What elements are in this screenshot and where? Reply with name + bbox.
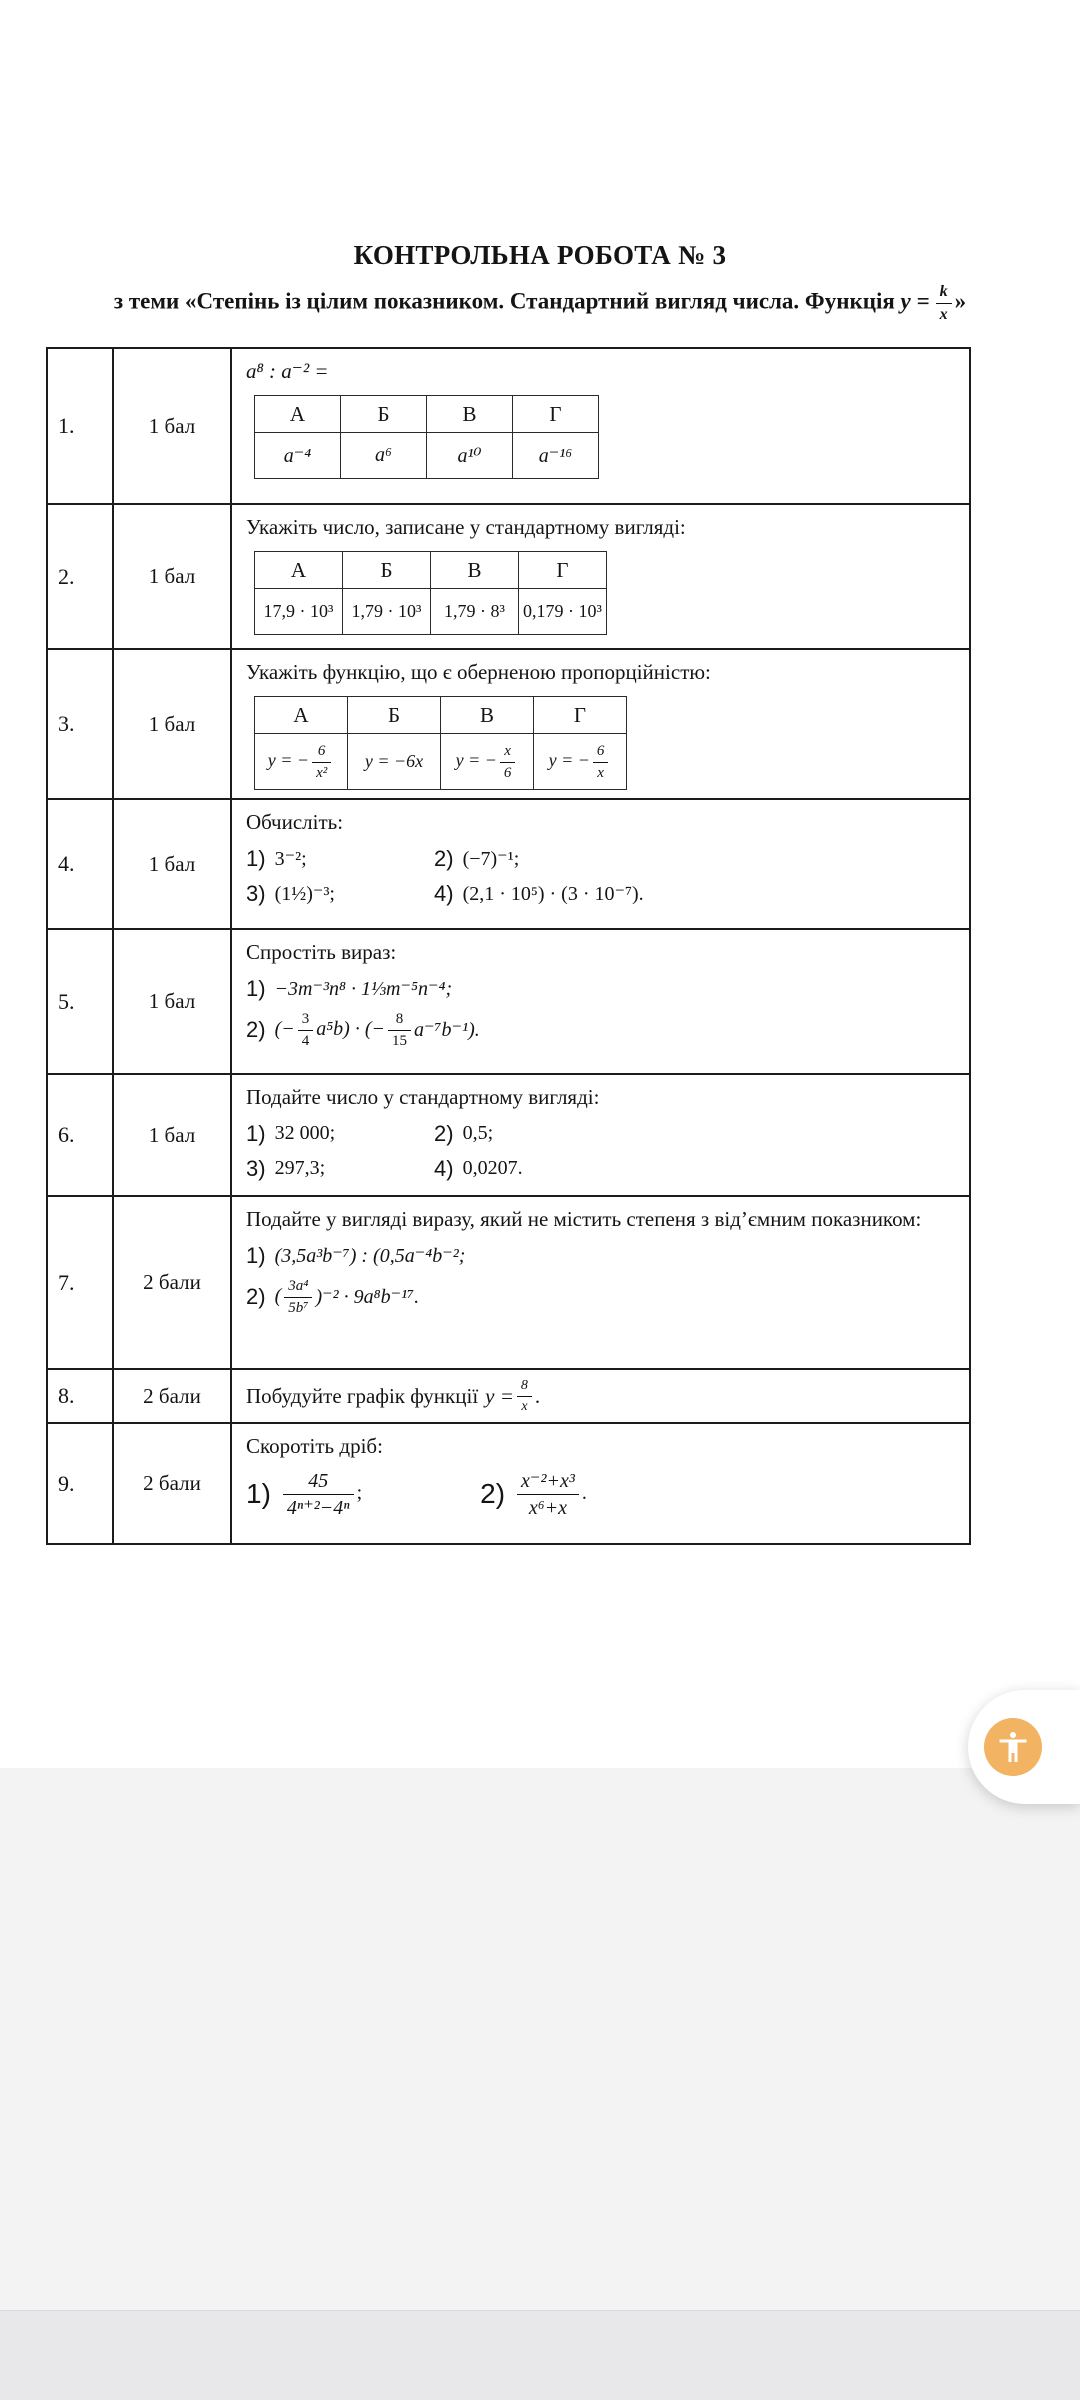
items-line <box>246 976 956 1002</box>
fraction: $\frac{x}{6}$ <box>500 743 516 781</box>
question-number: 2. <box>47 504 113 649</box>
question-number: 5. <box>47 929 113 1074</box>
question-prompt: Подайте число у стандартному вигляді: <box>246 1085 600 1110</box>
question-number: 3. <box>47 649 113 799</box>
question-row-7 <box>47 1196 970 1369</box>
math-expression: −3m⁻³n⁸ · 1⅓m⁻⁵n⁻⁴; <box>274 978 453 1001</box>
items-line <box>246 846 956 872</box>
options-value-row <box>255 734 627 790</box>
option-value: y = −6x <box>348 734 441 790</box>
question-points: 1 бал <box>113 799 231 929</box>
option-letter: Г <box>513 396 599 433</box>
question-content <box>231 1369 970 1423</box>
question-number: 4. <box>47 799 113 929</box>
items-line <box>246 1011 956 1049</box>
options-header-row <box>255 552 607 589</box>
option-value: y = − $\frac{x}{6}$ <box>441 734 534 790</box>
task-item: 2) $\frac{\text{x⁻²+x³}}{\text{x⁶+x}}$ . <box>480 1469 587 1519</box>
option-value: a¹⁰ <box>427 433 513 479</box>
options-table <box>254 395 599 479</box>
question-content <box>231 1423 970 1544</box>
options-value-row <box>255 589 607 635</box>
math-expression: 0,0207. <box>462 1157 523 1180</box>
doc-subtitle <box>0 283 1080 323</box>
accessibility-widget <box>968 1690 1080 1804</box>
task-item: 2) ( $\frac{\text{3a⁴}}{\text{5b⁷}}$ )⁻² · 9a⁸b⁻¹⁷. <box>246 1277 420 1316</box>
items-line <box>246 1243 956 1269</box>
option-letter: Г <box>519 552 607 589</box>
bottom-bar <box>0 2310 1080 2400</box>
task-item: 1) −3m⁻³n⁸ · 1⅓m⁻⁵n⁻⁴; <box>246 975 453 1001</box>
options-value-row <box>255 433 599 479</box>
option-value: y = − $\frac{6}{\text{x²}}$ <box>255 734 348 790</box>
math-expression: (1½)⁻³; <box>274 883 335 906</box>
items-line <box>246 1121 956 1147</box>
question-row-4 <box>47 799 970 929</box>
question-row-2 <box>47 504 970 649</box>
question-points: 2 бали <box>113 1369 231 1423</box>
task-item: Побудуйте графік функції y = $\frac{8}{x}$ . <box>246 1378 541 1415</box>
question-prompt: Побудуйте графік функції <box>246 1383 479 1408</box>
question-number: 1. <box>47 348 113 504</box>
task-item: 3) (1½)⁻³; <box>246 880 335 906</box>
question-points: 1 бал <box>113 348 231 504</box>
question-content <box>231 1074 970 1196</box>
math-expression: y = <box>485 1383 514 1408</box>
option-letter: А <box>255 396 341 433</box>
math-expression: 297,3; <box>274 1157 326 1180</box>
option-letter: А <box>255 697 348 734</box>
task-item: 2) 0,5; <box>434 1120 494 1146</box>
question-row-5 <box>47 929 970 1074</box>
task-item: 1) $\frac{45}{\text{4ⁿ⁺²−4ⁿ}}$ ; <box>246 1469 363 1519</box>
question-points: 1 бал <box>113 1074 231 1196</box>
doc-title: КОНТРОЛЬНА РОБОТА № 3 <box>353 240 727 270</box>
fraction: $\frac{6}{\text{x²}}$ <box>312 743 331 781</box>
fraction: $\frac{6}{x}$ <box>593 743 609 781</box>
option-value: y = − $\frac{6}{x}$ <box>534 734 627 790</box>
fraction: $\frac{45}{\text{4ⁿ⁺²−4ⁿ}}$ <box>283 1470 354 1518</box>
fraction: $\frac{8}{15}$ <box>388 1011 411 1049</box>
question-row-3 <box>47 649 970 799</box>
option-value: 0,179 · 10³ <box>519 589 607 635</box>
lower-background-area <box>0 1768 1080 2310</box>
questions-table <box>46 347 971 1545</box>
subtitle-close-quote: » <box>954 288 967 314</box>
math-expression: (−7)⁻¹; <box>462 848 520 871</box>
question-number: 8. <box>47 1369 113 1423</box>
option-letter: Б <box>343 552 431 589</box>
options-header-row <box>255 396 599 433</box>
option-value: 17,9 · 10³ <box>255 589 343 635</box>
items-line <box>246 1278 956 1316</box>
option-letter: А <box>255 552 343 589</box>
question-row-8 <box>47 1369 970 1423</box>
option-value: a⁻¹⁶ <box>513 433 599 479</box>
option-value: a⁶ <box>341 433 427 479</box>
task-item: 2) (−7)⁻¹; <box>434 845 520 871</box>
option-letter: Г <box>534 697 627 734</box>
items-line <box>246 1470 956 1518</box>
accessibility-button[interactable] <box>984 1718 1042 1776</box>
task-item: 1) 32 000; <box>246 1120 336 1146</box>
question-prompt: Обчисліть: <box>246 810 344 835</box>
question-points: 2 бали <box>113 1423 231 1544</box>
math-expression: 32 000; <box>274 1122 336 1145</box>
math-expression: 0,5; <box>462 1122 494 1145</box>
question-row-1 <box>47 348 970 504</box>
question-points: 2 бали <box>113 1196 231 1369</box>
question-prompt: Спростіть вираз: <box>246 940 397 965</box>
question-content <box>231 348 970 504</box>
question-prompt: Укажіть число, записане у стандартному вигляді: <box>246 515 686 539</box>
option-letter: В <box>441 697 534 734</box>
question-number: 9. <box>47 1423 113 1544</box>
task-item: 4) (2,1 · 10⁵) · (3 · 10⁻⁷). <box>434 880 644 906</box>
fraction: $\frac{\text{3a⁴}}{\text{5b⁷}}$ <box>284 1278 312 1316</box>
math-expression: (2,1 · 10⁵) · (3 · 10⁻⁷). <box>462 883 644 906</box>
question-row-6 <box>47 1074 970 1196</box>
options-table <box>254 551 607 635</box>
fraction: $\frac{8}{x}$ <box>517 1378 532 1414</box>
options-header-row <box>255 697 627 734</box>
question-points: 1 бал <box>113 929 231 1074</box>
option-letter: В <box>431 552 519 589</box>
task-item: 1) 3⁻²; <box>246 845 307 871</box>
task-item: 1) (3,5a³b⁻⁷) : (0,5a⁻⁴b⁻²; <box>246 1242 466 1268</box>
doc-subtitle-text: з теми «Степінь із цілим показником. Стандартний вигляд числа. Функція <box>113 288 895 314</box>
option-letter: В <box>427 396 513 433</box>
question-content <box>231 1196 970 1369</box>
subtitle-function-eq: y = <box>900 288 930 314</box>
question-points: 1 бал <box>113 649 231 799</box>
question-content <box>231 649 970 799</box>
question-content <box>231 929 970 1074</box>
subtitle-fraction: $\frac{k}{x}$ <box>936 283 952 323</box>
question-content <box>231 799 970 929</box>
question-prompt: a⁸ : a⁻² = <box>246 359 329 383</box>
items-line <box>246 1156 956 1182</box>
question-number: 6. <box>47 1074 113 1196</box>
task-item: 2) (− $\frac{3}{4}$ a⁵b) · (− $\frac{8}{15}$ a⁻⁷b⁻¹). <box>246 1010 480 1049</box>
question-prompt: Подайте у вигляді виразу, який не містить степеня з від’ємним показником: <box>246 1207 922 1232</box>
option-value: a⁻⁴ <box>255 433 341 479</box>
question-content <box>231 504 970 649</box>
question-prompt: Скоротіть дріб: <box>246 1434 383 1459</box>
items-line <box>246 881 956 907</box>
math-expression: (3,5a³b⁻⁷) : (0,5a⁻⁴b⁻²; <box>274 1245 466 1268</box>
accessibility-icon <box>995 1729 1031 1765</box>
option-value: 1,79 · 10³ <box>343 589 431 635</box>
option-letter: Б <box>348 697 441 734</box>
question-prompt: Укажіть функцію, що є оберненою пропорційністю: <box>246 660 711 684</box>
options-table <box>254 696 627 790</box>
question-row-9 <box>47 1423 970 1544</box>
fraction: $\frac{3}{4}$ <box>298 1011 314 1049</box>
option-letter: Б <box>341 396 427 433</box>
task-item: 3) 297,3; <box>246 1155 326 1181</box>
question-points: 1 бал <box>113 504 231 649</box>
question-number: 7. <box>47 1196 113 1369</box>
fraction: $\frac{\text{x⁻²+x³}}{\text{x⁶+x}}$ <box>517 1470 579 1518</box>
option-value: 1,79 · 8³ <box>431 589 519 635</box>
task-item: 4) 0,0207. <box>434 1155 523 1181</box>
math-expression: 3⁻²; <box>274 848 307 871</box>
